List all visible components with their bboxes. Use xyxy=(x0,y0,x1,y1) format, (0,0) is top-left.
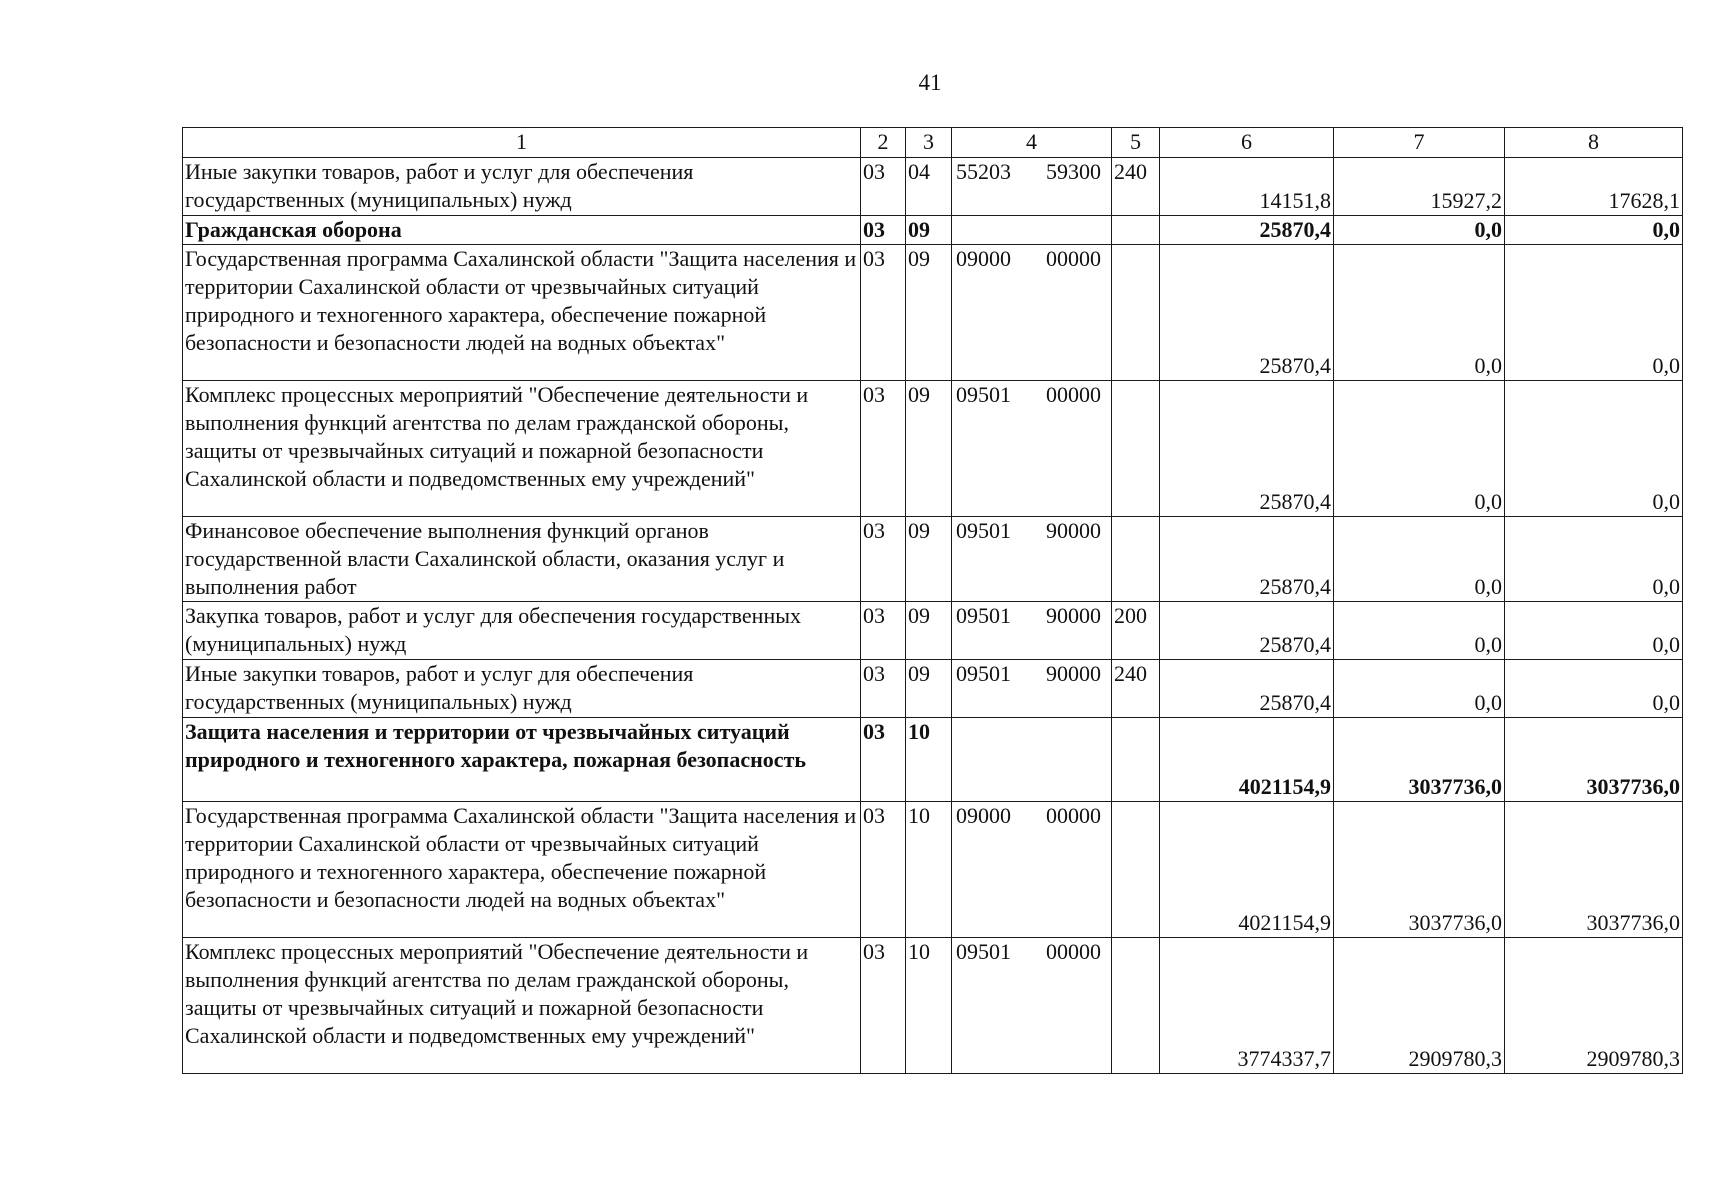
amount-year2-cell: 0,0 xyxy=(1334,245,1505,381)
expense-type-cell: 240 xyxy=(1112,660,1160,718)
subsection-code-cell: 09 xyxy=(906,517,952,602)
program-code-cell xyxy=(952,245,1112,381)
amount-year1-cell: 14151,8 xyxy=(1160,158,1334,216)
program-code-cell xyxy=(952,517,1112,602)
expense-type-cell xyxy=(1112,718,1160,802)
amount-year3-cell: 0,0 xyxy=(1505,381,1683,517)
item-name-cell: Закупка товаров, работ и услуг для обеспечения государственных (муниципальных) нужд xyxy=(183,602,861,660)
section-code-cell: 03 xyxy=(861,602,906,660)
item-name-cell: Государственная программа Сахалинской области "Защита населения и территории Сахалинской области от чрезвычайных ситуаций природного и техногенного характера, обеспечение пожарной безопасности и безопасности людей на водных объектах" xyxy=(183,802,861,938)
item-name-cell: Комплекс процессных мероприятий "Обеспечение деятельности и выполнения функций агентства по делам гражданской обороны, защиты от чрезвычайных ситуаций и пожарной безопасности Сахалинской области и подведомственных ему учреждений" xyxy=(183,381,861,517)
item-name-cell: Защита населения и территории от чрезвычайных ситуаций природного и техногенного характера, пожарная безопасность xyxy=(183,718,861,802)
expense-type-cell xyxy=(1112,381,1160,517)
program-code-part: 90000 xyxy=(1046,603,1101,628)
amount-year1-cell: 3774337,7 xyxy=(1160,938,1334,1074)
program-code-cell xyxy=(952,718,1112,802)
item-name-cell: Гражданская оборона xyxy=(183,216,861,245)
program-code-part: 59300 xyxy=(1046,159,1101,184)
section-code-cell: 03 xyxy=(861,718,906,802)
amount-year1-cell: 25870,4 xyxy=(1160,381,1334,517)
program-code-part: 90000 xyxy=(1046,518,1101,543)
amount-year2-cell: 0,0 xyxy=(1334,216,1505,245)
amount-year2-cell: 15927,2 xyxy=(1334,158,1505,216)
section-code-cell: 03 xyxy=(861,660,906,718)
program-code-part: 09501 xyxy=(956,518,1011,543)
amount-year1-cell: 25870,4 xyxy=(1160,602,1334,660)
expense-type-cell xyxy=(1112,802,1160,938)
amount-year1-cell: 4021154,9 xyxy=(1160,802,1334,938)
table-row xyxy=(183,381,1683,517)
program-code-cell xyxy=(952,381,1112,517)
expense-type-cell xyxy=(1112,245,1160,381)
header-cell: 4 xyxy=(952,128,1112,158)
subsection-code-cell: 04 xyxy=(906,158,952,216)
section-code-cell: 03 xyxy=(861,216,906,245)
subsection-code-cell: 09 xyxy=(906,660,952,718)
header-cell: 1 xyxy=(183,128,861,158)
program-code-part: 90000 xyxy=(1046,661,1101,686)
amount-year3-cell: 3037736,0 xyxy=(1505,802,1683,938)
amount-year1-cell: 25870,4 xyxy=(1160,660,1334,718)
program-code-part: 00000 xyxy=(1046,382,1101,407)
table-body xyxy=(183,128,1683,1074)
amount-year2-cell: 0,0 xyxy=(1334,602,1505,660)
program-code-part: 09501 xyxy=(956,603,1011,628)
section-code-cell: 03 xyxy=(861,245,906,381)
program-code-part: 09501 xyxy=(956,939,1011,964)
header-cell: 5 xyxy=(1112,128,1160,158)
header-row xyxy=(183,128,1683,158)
program-code-cell xyxy=(952,802,1112,938)
program-code-cell xyxy=(952,158,1112,216)
amount-year3-cell: 0,0 xyxy=(1505,517,1683,602)
subsection-code-cell: 10 xyxy=(906,938,952,1074)
header-cell: 6 xyxy=(1160,128,1334,158)
amount-year3-cell: 0,0 xyxy=(1505,216,1683,245)
amount-year2-cell: 2909780,3 xyxy=(1334,938,1505,1074)
program-code-cell xyxy=(952,660,1112,718)
amount-year3-cell: 0,0 xyxy=(1505,602,1683,660)
expense-type-cell: 200 xyxy=(1112,602,1160,660)
item-name-cell: Иные закупки товаров, работ и услуг для обеспечения государственных (муниципальных) нужд xyxy=(183,660,861,718)
amount-year1-cell: 4021154,9 xyxy=(1160,718,1334,802)
program-code-part: 55203 xyxy=(956,159,1011,184)
program-code-part: 00000 xyxy=(1046,939,1101,964)
program-code-part: 00000 xyxy=(1046,803,1101,828)
program-code-cell xyxy=(952,938,1112,1074)
subsection-code-cell: 10 xyxy=(906,802,952,938)
subsection-code-cell: 10 xyxy=(906,718,952,802)
amount-year1-cell: 25870,4 xyxy=(1160,517,1334,602)
amount-year3-cell: 0,0 xyxy=(1505,245,1683,381)
item-name-cell: Финансовое обеспечение выполнения функций органов государственной власти Сахалинской области, оказания услуг и выполнения работ xyxy=(183,517,861,602)
table-row xyxy=(183,660,1683,718)
table-row xyxy=(183,517,1683,602)
subsection-code-cell: 09 xyxy=(906,245,952,381)
amount-year2-cell: 0,0 xyxy=(1334,660,1505,718)
header-cell: 2 xyxy=(861,128,906,158)
item-name-cell: Комплекс процессных мероприятий "Обеспечение деятельности и выполнения функций агентства по делам гражданской обороны, защиты от чрезвычайных ситуаций и пожарной безопасности Сахалинской области и подведомственных ему учреждений" xyxy=(183,938,861,1074)
amount-year1-cell: 25870,4 xyxy=(1160,216,1334,245)
amount-year1-cell: 25870,4 xyxy=(1160,245,1334,381)
amount-year2-cell: 3037736,0 xyxy=(1334,718,1505,802)
subsection-code-cell: 09 xyxy=(906,602,952,660)
section-code-cell: 03 xyxy=(861,381,906,517)
program-code-cell xyxy=(952,216,1112,245)
section-code-cell: 03 xyxy=(861,802,906,938)
section-code-cell: 03 xyxy=(861,938,906,1074)
program-code-part: 09501 xyxy=(956,661,1011,686)
header-cell: 3 xyxy=(906,128,952,158)
expense-type-cell xyxy=(1112,216,1160,245)
expense-type-cell: 240 xyxy=(1112,158,1160,216)
program-code-part: 09000 xyxy=(956,246,1011,271)
amount-year3-cell: 2909780,3 xyxy=(1505,938,1683,1074)
program-code-part: 00000 xyxy=(1046,246,1101,271)
budget-table xyxy=(182,127,1683,1074)
amount-year3-cell: 0,0 xyxy=(1505,660,1683,718)
amount-year2-cell: 0,0 xyxy=(1334,381,1505,517)
program-code-part: 09501 xyxy=(956,382,1011,407)
section-code-cell: 03 xyxy=(861,158,906,216)
header-cell: 8 xyxy=(1505,128,1683,158)
amount-year2-cell: 0,0 xyxy=(1334,517,1505,602)
table-row xyxy=(183,602,1683,660)
item-name-cell: Государственная программа Сахалинской области "Защита населения и территории Сахалинской области от чрезвычайных ситуаций природного и техногенного характера, обеспечение пожарной безопасности и безопасности людей на водных объектах" xyxy=(183,245,861,381)
table-row xyxy=(183,802,1683,938)
section-code-cell: 03 xyxy=(861,517,906,602)
subsection-code-cell: 09 xyxy=(906,216,952,245)
table-row xyxy=(183,216,1683,245)
subsection-code-cell: 09 xyxy=(906,381,952,517)
amount-year3-cell: 3037736,0 xyxy=(1505,718,1683,802)
expense-type-cell xyxy=(1112,938,1160,1074)
table-row xyxy=(183,718,1683,802)
expense-type-cell xyxy=(1112,517,1160,602)
amount-year3-cell: 17628,1 xyxy=(1505,158,1683,216)
table-row xyxy=(183,158,1683,216)
program-code-cell xyxy=(952,602,1112,660)
header-cell: 7 xyxy=(1334,128,1505,158)
table-row xyxy=(183,245,1683,381)
amount-year2-cell: 3037736,0 xyxy=(1334,802,1505,938)
table-row xyxy=(183,938,1683,1074)
program-code-part: 09000 xyxy=(956,803,1011,828)
page-number: 41 xyxy=(918,70,942,95)
item-name-cell: Иные закупки товаров, работ и услуг для обеспечения государственных (муниципальных) нужд xyxy=(183,158,861,216)
